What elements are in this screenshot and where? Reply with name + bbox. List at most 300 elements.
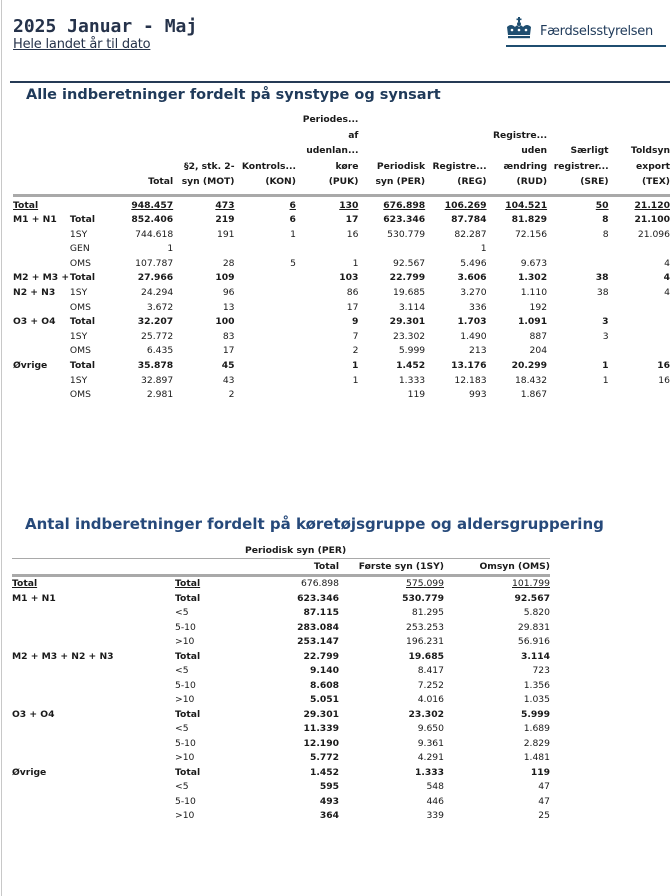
cell: 5 (290, 257, 296, 269)
row-sub: >10 (175, 810, 195, 821)
cell: 1.110 (520, 287, 548, 299)
cell: 100 (215, 316, 235, 328)
cell (609, 388, 670, 403)
row-sub: >10 (175, 636, 195, 647)
cell (70, 195, 109, 213)
cell: 1.481 (523, 752, 550, 763)
row-sub: OMS (69, 389, 91, 401)
cell: 283.084 (297, 621, 339, 633)
cell: 1.356 (523, 679, 550, 691)
cell: 5.820 (523, 607, 550, 618)
page-subtitle-link[interactable]: Hele landet år til dato (13, 37, 151, 52)
cell: 852.406 (131, 214, 174, 226)
cell: 32.207 (137, 316, 174, 328)
cell: 45 (221, 360, 235, 372)
cell: 446 (426, 795, 444, 807)
section-divider (10, 81, 670, 83)
cell: 13 (222, 301, 235, 313)
col-mot: §2, stk. 2- syn (MOT) (181, 160, 235, 187)
cell: 11.339 (303, 723, 339, 734)
cell: 22.799 (389, 272, 426, 284)
table-row (12, 650, 550, 665)
cell: 5.051 (309, 694, 339, 705)
cell: 6 (289, 214, 296, 226)
page-left-border (1, 0, 2, 896)
cell: 12.183 (454, 374, 487, 386)
logo-text: Færdselsstyrelsen (540, 24, 653, 39)
table-row (12, 621, 550, 636)
table-row (12, 592, 550, 607)
table-row (12, 679, 550, 694)
table-row (12, 737, 550, 752)
table-row (12, 693, 550, 708)
row-group (12, 664, 175, 679)
row-sub: <5 (175, 723, 189, 734)
cell: 18.432 (514, 374, 548, 386)
table-row (13, 359, 670, 374)
cell: 676.898 (383, 199, 426, 211)
cell: 253.147 (297, 636, 339, 647)
col-sub (175, 559, 245, 576)
col-tex: Toldsyn export (TEX) (630, 145, 670, 187)
cell: 50 (595, 199, 609, 211)
row-group (12, 679, 175, 694)
cell: 119 (407, 389, 426, 401)
cell: 1.333 (414, 766, 444, 778)
cell: 87.784 (451, 214, 487, 226)
cell: 107.787 (135, 257, 174, 269)
cell: 25.772 (141, 330, 174, 342)
row-group (12, 635, 175, 650)
table2-group-header-row (12, 543, 550, 559)
cell (235, 315, 296, 330)
cell (235, 359, 296, 374)
cell: 9.140 (309, 665, 339, 676)
cell: 253.253 (406, 621, 444, 633)
cell: 1.091 (518, 316, 548, 328)
col-sre: Særligt registrer... (SRE) (553, 145, 609, 187)
row-sub: OMS (69, 345, 91, 357)
cell (609, 344, 670, 359)
cell: 723 (532, 665, 550, 676)
row-group: M2 + M3 + (13, 272, 70, 284)
cell: 29.301 (303, 708, 339, 720)
cell: 3.114 (398, 301, 426, 313)
cell: 213 (469, 345, 487, 357)
cell: 3.672 (146, 301, 174, 313)
cell: 2 (352, 345, 359, 357)
cell (173, 242, 234, 257)
cell: 1.333 (398, 374, 426, 386)
row-sub: 1SY (69, 374, 88, 386)
cell: 744.618 (135, 228, 174, 240)
cell (235, 344, 296, 359)
cell: 191 (216, 228, 235, 240)
row-group: Øvrige (13, 360, 48, 372)
row-group (13, 344, 70, 359)
cell: 92.567 (392, 257, 426, 269)
cell: 86 (346, 287, 359, 299)
cell (235, 330, 296, 345)
row-group (12, 693, 175, 708)
cell: 56.916 (517, 636, 550, 647)
cell: 47 (538, 795, 550, 807)
cell: 219 (215, 214, 235, 226)
row-sub: 5-10 (175, 795, 196, 807)
col-sub (175, 543, 245, 559)
cell[interactable]: 575.099 (406, 578, 444, 589)
row-group (13, 330, 70, 345)
col-puk: Periodes... af udenlan... køre (PUK) (302, 114, 359, 187)
cell: 1 (602, 374, 609, 386)
cell: 623.346 (383, 214, 426, 226)
cell: 23.302 (408, 708, 444, 720)
row-group (12, 737, 175, 752)
per-group-header: Periodisk syn (PER) (245, 545, 347, 556)
cell: 1 (290, 228, 296, 240)
row-group (12, 751, 175, 766)
row-group (13, 257, 70, 272)
row-sub: OMS (69, 257, 91, 269)
cell (547, 242, 608, 257)
cell: 47 (538, 781, 550, 792)
cell: 9.650 (417, 723, 444, 734)
cell: 16 (657, 360, 670, 372)
cell (547, 344, 608, 359)
cell: 12.190 (303, 737, 339, 749)
row-sub: Total (69, 272, 96, 284)
row-sub: <5 (175, 607, 189, 618)
row-group (13, 374, 70, 389)
cell: 5.999 (398, 345, 426, 357)
cell: 1.452 (396, 360, 426, 372)
cell: 27.966 (137, 272, 174, 284)
cell: 1.302 (518, 272, 548, 284)
synstype-table (13, 112, 670, 403)
cell: 16 (346, 228, 359, 240)
row-sub: 1SY (69, 287, 88, 299)
cell: 336 (469, 301, 487, 313)
cell (235, 301, 296, 316)
table2-title: Antal indberetninger fordelt på køretøjsgruppe og aldersgruppering (25, 515, 604, 533)
cell: 2.829 (523, 737, 550, 749)
cell[interactable]: 101.799 (512, 578, 550, 589)
cell: 4 (664, 257, 670, 269)
cell: 87.115 (303, 607, 339, 618)
row-sub: Total (175, 708, 201, 720)
cell: 16 (658, 374, 670, 386)
cell: 9.673 (520, 257, 548, 269)
total-label[interactable]: Total (12, 578, 38, 589)
col-group (13, 112, 70, 195)
cell: 8.417 (417, 665, 444, 676)
cell (487, 242, 548, 257)
cell: 1.689 (523, 723, 550, 734)
cell: 7 (352, 330, 359, 342)
cell: 473 (215, 199, 235, 211)
row-sub: 1SY (69, 330, 88, 342)
cell: 106.269 (444, 199, 487, 211)
total-label[interactable]: Total (13, 199, 39, 211)
cell: 548 (426, 781, 444, 792)
total-sub-label[interactable]: Total (175, 578, 201, 589)
col-oms: Omsyn (OMS) (479, 561, 550, 572)
cell: 32.897 (141, 374, 174, 386)
cell: 4 (663, 272, 670, 284)
row-sub: Total (69, 316, 96, 328)
row-sub: Total (69, 360, 96, 372)
cell: 83 (222, 330, 235, 342)
table1-header-row (13, 112, 670, 195)
cell: 676.898 (301, 578, 339, 589)
table-row (12, 664, 550, 679)
crown-icon (504, 17, 534, 43)
cell: 21.120 (634, 199, 670, 211)
col-per: Periodisk syn (PER) (375, 160, 426, 187)
cell: 1.452 (309, 766, 339, 778)
cell (235, 374, 296, 389)
row-group (12, 780, 175, 795)
table-row (13, 330, 670, 345)
cell: 29.831 (517, 621, 550, 633)
cell: 5.496 (460, 257, 487, 269)
table-row (13, 374, 670, 389)
table-row (12, 766, 550, 781)
row-group (13, 242, 70, 257)
row-group (12, 621, 175, 636)
table-row (13, 315, 670, 330)
cell (296, 388, 358, 403)
col-1sy: Første syn (1SY) (358, 561, 444, 572)
cell: 1.490 (460, 330, 487, 342)
cell: 204 (529, 345, 548, 357)
row-group (13, 228, 70, 243)
row-group: O3 + O4 (13, 316, 56, 328)
cell: 17 (346, 301, 359, 313)
logo-underline (506, 45, 666, 47)
table-row (13, 286, 670, 301)
cell: 3 (602, 316, 609, 328)
table1-total-row (13, 195, 670, 213)
cell: 948.457 (131, 199, 174, 211)
col-group (12, 559, 175, 576)
cell: 5.999 (520, 708, 550, 720)
cell: 887 (529, 330, 548, 342)
cell: 104.521 (505, 199, 548, 211)
row-group (12, 606, 175, 621)
row-sub: 5-10 (175, 621, 196, 633)
row-group: M2 + M3 + N2 + N3 (12, 650, 114, 662)
table-row (12, 795, 550, 810)
cell: 6 (289, 199, 296, 211)
row-group (13, 388, 70, 403)
cell: 82.287 (454, 228, 487, 240)
cell: 29.301 (389, 316, 426, 328)
row-sub: GEN (69, 243, 90, 255)
table-row (12, 780, 550, 795)
cell: 493 (319, 795, 339, 807)
table-row (13, 228, 670, 243)
cell: 4.016 (417, 694, 444, 705)
row-sub: 5-10 (175, 679, 196, 691)
table-row (13, 213, 670, 228)
cell: 530.779 (402, 592, 444, 604)
cell: 2 (228, 389, 235, 401)
cell (609, 315, 670, 330)
row-sub: Total (175, 766, 201, 778)
cell: 81.295 (411, 607, 444, 618)
cell: 1 (167, 243, 174, 255)
row-sub: <5 (175, 665, 189, 676)
cell: 3.114 (520, 650, 550, 662)
cell: 109 (215, 272, 235, 284)
table-row (13, 388, 670, 403)
cell: 20.299 (511, 360, 548, 372)
cell: 25 (538, 810, 550, 821)
table-row (13, 271, 670, 286)
cell: 28 (222, 257, 235, 269)
cell (296, 242, 358, 257)
row-group: M1 + N1 (13, 214, 57, 226)
cell: 196.231 (406, 636, 444, 647)
cell: 3.606 (457, 272, 487, 284)
cell: 92.567 (514, 592, 550, 604)
cell (235, 271, 296, 286)
col-total: Total (313, 561, 339, 572)
cell: 993 (469, 389, 487, 401)
row-group (12, 809, 175, 824)
cell: 38 (595, 272, 609, 284)
table-row (13, 301, 670, 316)
col-sub (70, 112, 109, 195)
cell: 9.361 (417, 737, 444, 749)
row-sub: 1SY (69, 228, 88, 240)
cell: 6.435 (146, 345, 174, 357)
cell: 1.035 (523, 694, 550, 705)
table-row (12, 635, 550, 650)
table-row (12, 751, 550, 766)
table-row (12, 722, 550, 737)
cell (609, 242, 670, 257)
cell: 1 (352, 360, 359, 372)
table-row (12, 606, 550, 621)
table2-header-row (12, 559, 550, 576)
row-group (12, 795, 175, 810)
col-total: Total (148, 176, 174, 187)
cell: 364 (319, 810, 339, 821)
cell (547, 388, 608, 403)
cell: 21.096 (637, 228, 670, 240)
row-sub: Total (175, 650, 201, 662)
cell (547, 257, 608, 272)
cell: 38 (596, 287, 609, 299)
row-group: O3 + O4 (12, 708, 55, 720)
row-sub: Total (175, 592, 201, 604)
col-rud: Registre... uden ændring (RUD) (492, 129, 548, 187)
cell: 595 (319, 781, 339, 792)
cell: 96 (222, 287, 235, 299)
cell: 43 (222, 374, 235, 386)
row-sub: >10 (175, 752, 195, 763)
cell: 17 (222, 345, 235, 357)
cell: 21.100 (634, 214, 670, 226)
col-group (12, 543, 175, 559)
cell: 119 (530, 766, 550, 778)
table-row (13, 344, 670, 359)
cell: 8.608 (309, 679, 339, 691)
page-title: 2025 Januar - Maj (13, 16, 198, 37)
cell: 22.799 (303, 650, 339, 662)
row-group: M1 + N1 (12, 592, 56, 604)
cell: 339 (426, 810, 444, 821)
cell: 1 (352, 374, 359, 386)
cell: 19.685 (408, 650, 444, 662)
table1-title: Alle indberetninger fordelt på synstype og synsart (26, 87, 441, 103)
cell (358, 242, 425, 257)
cell: 530.779 (387, 228, 426, 240)
cell: 4 (664, 287, 670, 299)
row-group (13, 301, 70, 316)
table2-total-row (12, 576, 550, 592)
cell: 103 (339, 272, 359, 284)
cell: 72.156 (514, 228, 548, 240)
table-row (13, 257, 670, 272)
col-kon: Kontrols... (KON) (241, 160, 296, 187)
cell: 13.176 (451, 360, 487, 372)
cell: 9 (352, 316, 359, 328)
row-sub: >10 (175, 694, 195, 705)
cell: 2.981 (146, 389, 174, 401)
table-row (13, 242, 670, 257)
cell: 3 (602, 330, 609, 342)
table-row (12, 708, 550, 723)
faerdselsstyrelsen-logo (504, 15, 668, 47)
row-sub: 5-10 (175, 737, 196, 749)
cell: 7.252 (417, 679, 444, 691)
cell: 192 (529, 301, 548, 313)
cell: 81.829 (511, 214, 548, 226)
cell: 5.772 (309, 752, 339, 763)
row-group: Øvrige (12, 766, 47, 778)
cell: 3.270 (460, 287, 487, 299)
cell: 35.878 (137, 360, 174, 372)
cell (609, 301, 670, 316)
aldersgruppering-table (12, 543, 550, 824)
cell: 19.685 (392, 287, 426, 299)
cell: 1 (352, 257, 359, 269)
col-reg: Registre... (REG) (432, 160, 487, 187)
cell: 130 (339, 199, 359, 211)
cell: 8 (602, 214, 609, 226)
row-group: N2 + N3 (13, 287, 56, 299)
cell (235, 388, 296, 403)
cell: 24.294 (141, 287, 174, 299)
cell: 17 (345, 214, 359, 226)
cell (547, 301, 608, 316)
cell: 623.346 (297, 592, 339, 604)
cell: 4.291 (417, 752, 444, 763)
row-sub: <5 (175, 781, 189, 792)
table-row (12, 809, 550, 824)
cell: 1.867 (520, 389, 548, 401)
cell: 1 (602, 360, 609, 372)
cell: 1 (480, 243, 487, 255)
cell: 8 (602, 228, 609, 240)
cell: 1.703 (457, 316, 487, 328)
cell (609, 330, 670, 345)
cell (235, 286, 296, 301)
cell: 23.302 (392, 330, 426, 342)
